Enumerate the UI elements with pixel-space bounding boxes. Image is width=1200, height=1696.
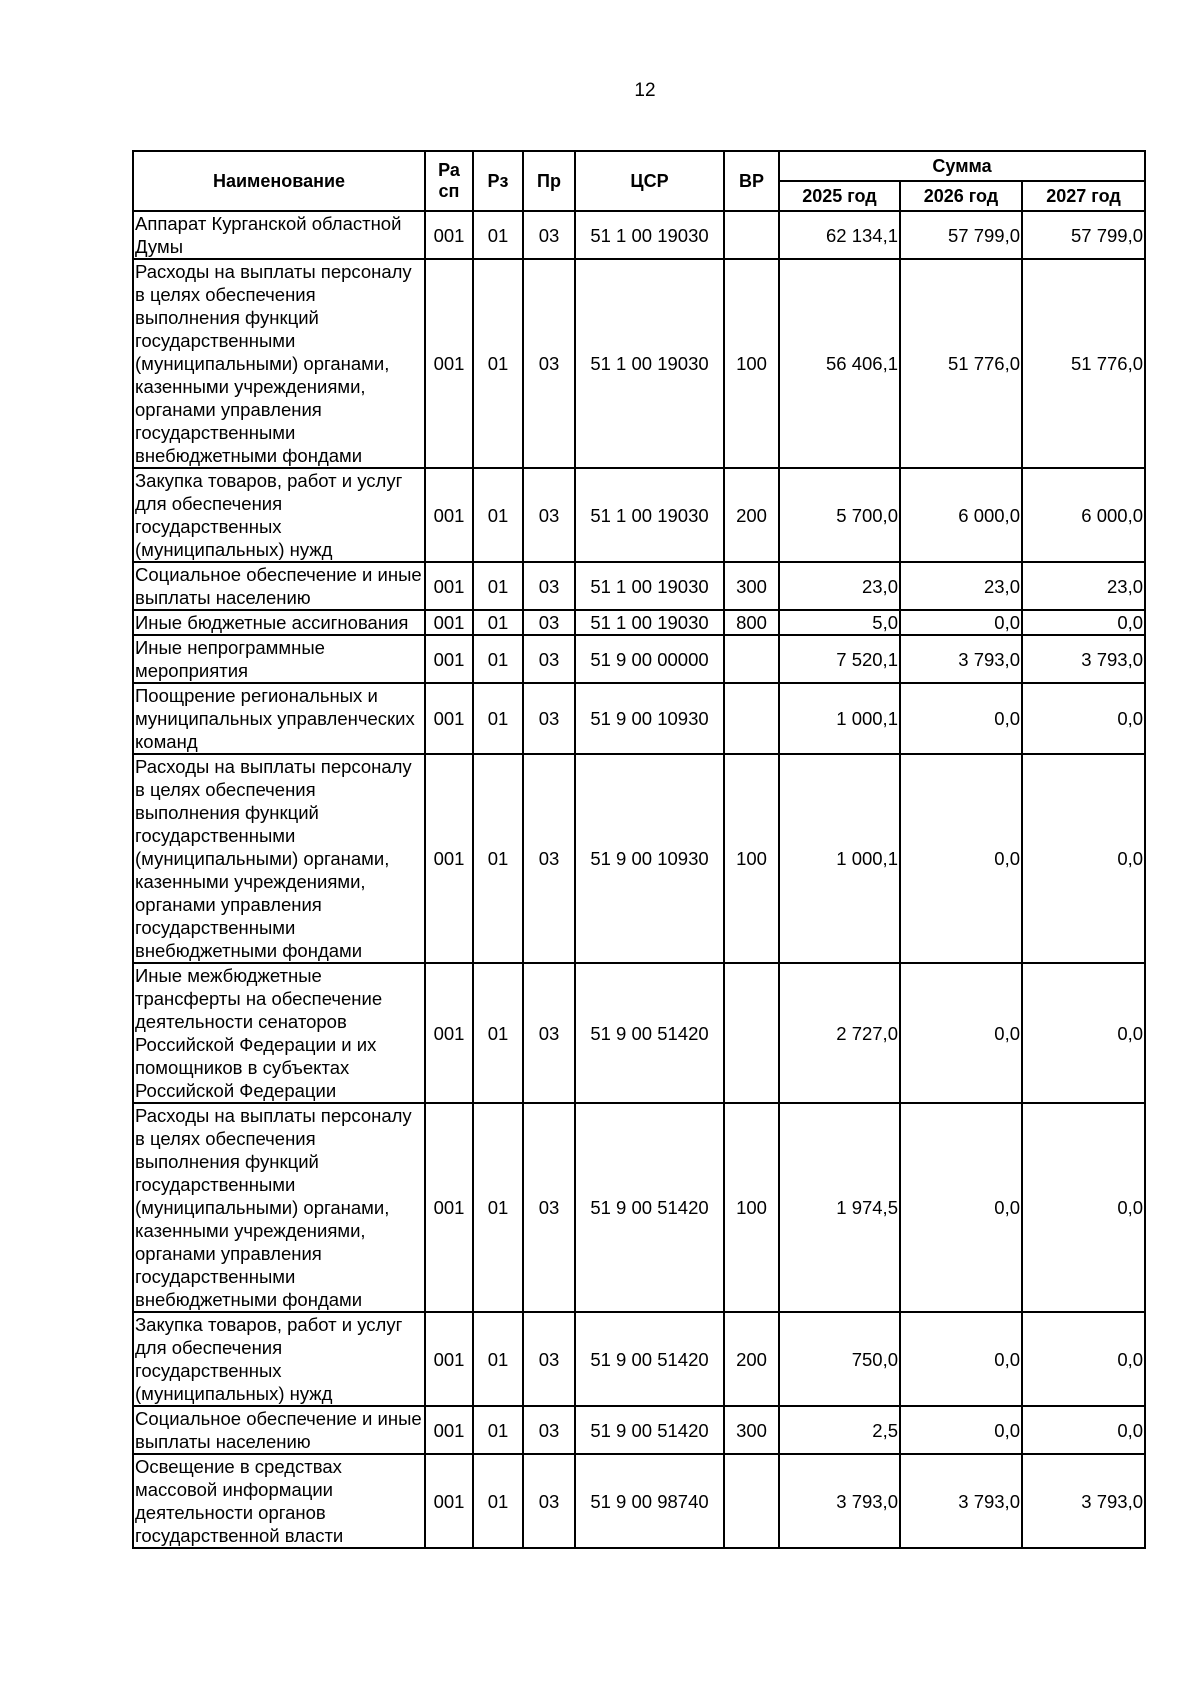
cell-rasp: 001 — [425, 683, 473, 754]
cell-name: Закупка товаров, работ и услуг для обеспечения государственных (муниципальных) нужд — [133, 1312, 425, 1406]
cell-name: Иные межбюджетные трансферты на обеспечение деятельности сенаторов Российской Федерации и их помощников в субъектах Российской Федерации — [133, 963, 425, 1103]
cell-csr: 51 1 00 19030 — [575, 259, 724, 468]
cell-csr: 51 9 00 10930 — [575, 683, 724, 754]
cell-rasp: 001 — [425, 259, 473, 468]
cell-y2027: 0,0 — [1022, 683, 1145, 754]
cell-y2026: 0,0 — [900, 683, 1022, 754]
header-rz: Рз — [473, 151, 523, 211]
header-2025: 2025 год — [779, 181, 900, 211]
cell-y2025: 7 520,1 — [779, 635, 900, 683]
cell-y2025: 1 000,1 — [779, 754, 900, 963]
cell-y2025: 5,0 — [779, 610, 900, 635]
cell-y2026: 6 000,0 — [900, 468, 1022, 562]
cell-y2027: 3 793,0 — [1022, 635, 1145, 683]
cell-y2025: 750,0 — [779, 1312, 900, 1406]
cell-y2025: 1 000,1 — [779, 683, 900, 754]
cell-pr: 03 — [523, 610, 575, 635]
table-row — [133, 635, 1145, 683]
cell-vr: 100 — [724, 259, 779, 468]
table-body — [133, 211, 1145, 1548]
cell-name: Расходы на выплаты персоналу в целях обеспечения выполнения функций государственными (муниципальными) органами, казенными учреждениями, органами управления государственными внебюджетными фондами — [133, 1103, 425, 1312]
cell-pr: 03 — [523, 562, 575, 610]
cell-name: Расходы на выплаты персоналу в целях обеспечения выполнения функций государственными (муниципальными) органами, казенными учреждениями, органами управления государственными внебюджетными фондами — [133, 259, 425, 468]
cell-pr: 03 — [523, 259, 575, 468]
cell-y2025: 23,0 — [779, 562, 900, 610]
cell-rasp: 001 — [425, 1406, 473, 1454]
cell-pr: 03 — [523, 468, 575, 562]
cell-pr: 03 — [523, 754, 575, 963]
cell-rz: 01 — [473, 610, 523, 635]
table-row — [133, 683, 1145, 754]
cell-y2026: 23,0 — [900, 562, 1022, 610]
cell-csr: 51 9 00 51420 — [575, 1406, 724, 1454]
cell-y2026: 0,0 — [900, 1406, 1022, 1454]
cell-y2026: 3 793,0 — [900, 1454, 1022, 1548]
cell-name: Социальное обеспечение и иные выплаты населению — [133, 1406, 425, 1454]
table-row — [133, 610, 1145, 635]
cell-rz: 01 — [473, 562, 523, 610]
cell-y2027: 23,0 — [1022, 562, 1145, 610]
cell-y2026: 0,0 — [900, 1312, 1022, 1406]
cell-y2025: 62 134,1 — [779, 211, 900, 259]
cell-name: Иные бюджетные ассигнования — [133, 610, 425, 635]
header-name: Наименование — [133, 151, 425, 211]
cell-y2027: 3 793,0 — [1022, 1454, 1145, 1548]
cell-rz: 01 — [473, 211, 523, 259]
cell-vr: 100 — [724, 1103, 779, 1312]
cell-rasp: 001 — [425, 754, 473, 963]
cell-csr: 51 9 00 00000 — [575, 635, 724, 683]
cell-vr: 300 — [724, 562, 779, 610]
cell-name: Иные непрограммные мероприятия — [133, 635, 425, 683]
cell-y2025: 3 793,0 — [779, 1454, 900, 1548]
cell-pr: 03 — [523, 1103, 575, 1312]
cell-name: Расходы на выплаты персоналу в целях обеспечения выполнения функций государственными (муниципальными) органами, казенными учреждениями, органами управления государственными внебюджетными фондами — [133, 754, 425, 963]
table-row — [133, 963, 1145, 1103]
cell-y2026: 0,0 — [900, 1103, 1022, 1312]
cell-rz: 01 — [473, 963, 523, 1103]
table-row — [133, 562, 1145, 610]
cell-y2026: 0,0 — [900, 754, 1022, 963]
cell-name: Освещение в средствах массовой информации деятельности органов государственной власти — [133, 1454, 425, 1548]
cell-csr: 51 9 00 10930 — [575, 754, 724, 963]
cell-rz: 01 — [473, 468, 523, 562]
cell-pr: 03 — [523, 1454, 575, 1548]
cell-csr: 51 1 00 19030 — [575, 468, 724, 562]
cell-y2026: 57 799,0 — [900, 211, 1022, 259]
cell-y2026: 3 793,0 — [900, 635, 1022, 683]
cell-vr — [724, 1454, 779, 1548]
cell-csr: 51 9 00 51420 — [575, 1312, 724, 1406]
table-row — [133, 1454, 1145, 1548]
cell-csr: 51 9 00 51420 — [575, 1103, 724, 1312]
cell-vr — [724, 683, 779, 754]
cell-y2025: 1 974,5 — [779, 1103, 900, 1312]
cell-y2025: 2 727,0 — [779, 963, 900, 1103]
cell-name: Закупка товаров, работ и услуг для обеспечения государственных (муниципальных) нужд — [133, 468, 425, 562]
cell-pr: 03 — [523, 635, 575, 683]
cell-vr: 100 — [724, 754, 779, 963]
cell-y2027: 0,0 — [1022, 1103, 1145, 1312]
cell-name: Социальное обеспечение и иные выплаты населению — [133, 562, 425, 610]
cell-y2025: 5 700,0 — [779, 468, 900, 562]
cell-csr: 51 1 00 19030 — [575, 562, 724, 610]
cell-rz: 01 — [473, 635, 523, 683]
cell-y2027: 0,0 — [1022, 963, 1145, 1103]
cell-rasp: 001 — [425, 211, 473, 259]
cell-y2027: 0,0 — [1022, 1312, 1145, 1406]
budget-table — [132, 150, 1146, 1549]
cell-pr: 03 — [523, 1312, 575, 1406]
header-2026: 2026 год — [900, 181, 1022, 211]
cell-rz: 01 — [473, 683, 523, 754]
table-row — [133, 1312, 1145, 1406]
cell-y2027: 0,0 — [1022, 754, 1145, 963]
cell-pr: 03 — [523, 963, 575, 1103]
cell-csr: 51 1 00 19030 — [575, 211, 724, 259]
cell-y2025: 56 406,1 — [779, 259, 900, 468]
cell-name: Аппарат Курганской областной Думы — [133, 211, 425, 259]
table-row — [133, 1103, 1145, 1312]
header-2027: 2027 год — [1022, 181, 1145, 211]
cell-rz: 01 — [473, 259, 523, 468]
header-pr: Пр — [523, 151, 575, 211]
cell-y2026: 0,0 — [900, 963, 1022, 1103]
cell-pr: 03 — [523, 211, 575, 259]
cell-y2025: 2,5 — [779, 1406, 900, 1454]
header-vr: ВР — [724, 151, 779, 211]
cell-rasp: 001 — [425, 1103, 473, 1312]
table-row — [133, 468, 1145, 562]
cell-vr — [724, 635, 779, 683]
cell-y2027: 57 799,0 — [1022, 211, 1145, 259]
cell-csr: 51 1 00 19030 — [575, 610, 724, 635]
table-row — [133, 259, 1145, 468]
cell-vr — [724, 211, 779, 259]
cell-csr: 51 9 00 51420 — [575, 963, 724, 1103]
cell-rz: 01 — [473, 1454, 523, 1548]
cell-vr: 300 — [724, 1406, 779, 1454]
header-csr: ЦСР — [575, 151, 724, 211]
cell-y2026: 51 776,0 — [900, 259, 1022, 468]
cell-pr: 03 — [523, 683, 575, 754]
cell-rz: 01 — [473, 754, 523, 963]
cell-rasp: 001 — [425, 635, 473, 683]
cell-name: Поощрение региональных и муниципальных управленческих команд — [133, 683, 425, 754]
cell-pr: 03 — [523, 1406, 575, 1454]
table-row — [133, 1406, 1145, 1454]
cell-rasp: 001 — [425, 1454, 473, 1548]
cell-rasp: 001 — [425, 562, 473, 610]
cell-rz: 01 — [473, 1406, 523, 1454]
table-row — [133, 754, 1145, 963]
cell-csr: 51 9 00 98740 — [575, 1454, 724, 1548]
cell-vr: 200 — [724, 468, 779, 562]
cell-rasp: 001 — [425, 963, 473, 1103]
cell-rz: 01 — [473, 1312, 523, 1406]
cell-y2027: 0,0 — [1022, 610, 1145, 635]
cell-rz: 01 — [473, 1103, 523, 1312]
table-row — [133, 211, 1145, 259]
cell-vr — [724, 963, 779, 1103]
cell-rasp: 001 — [425, 468, 473, 562]
cell-y2027: 0,0 — [1022, 1406, 1145, 1454]
cell-rasp: 001 — [425, 1312, 473, 1406]
cell-vr: 200 — [724, 1312, 779, 1406]
page-number: 12 — [634, 80, 656, 101]
cell-vr: 800 — [724, 610, 779, 635]
cell-y2027: 51 776,0 — [1022, 259, 1145, 468]
cell-y2026: 0,0 — [900, 610, 1022, 635]
header-sum: Сумма — [779, 151, 1145, 181]
header-rasp: Ра сп — [425, 151, 473, 211]
cell-rasp: 001 — [425, 610, 473, 635]
cell-y2027: 6 000,0 — [1022, 468, 1145, 562]
